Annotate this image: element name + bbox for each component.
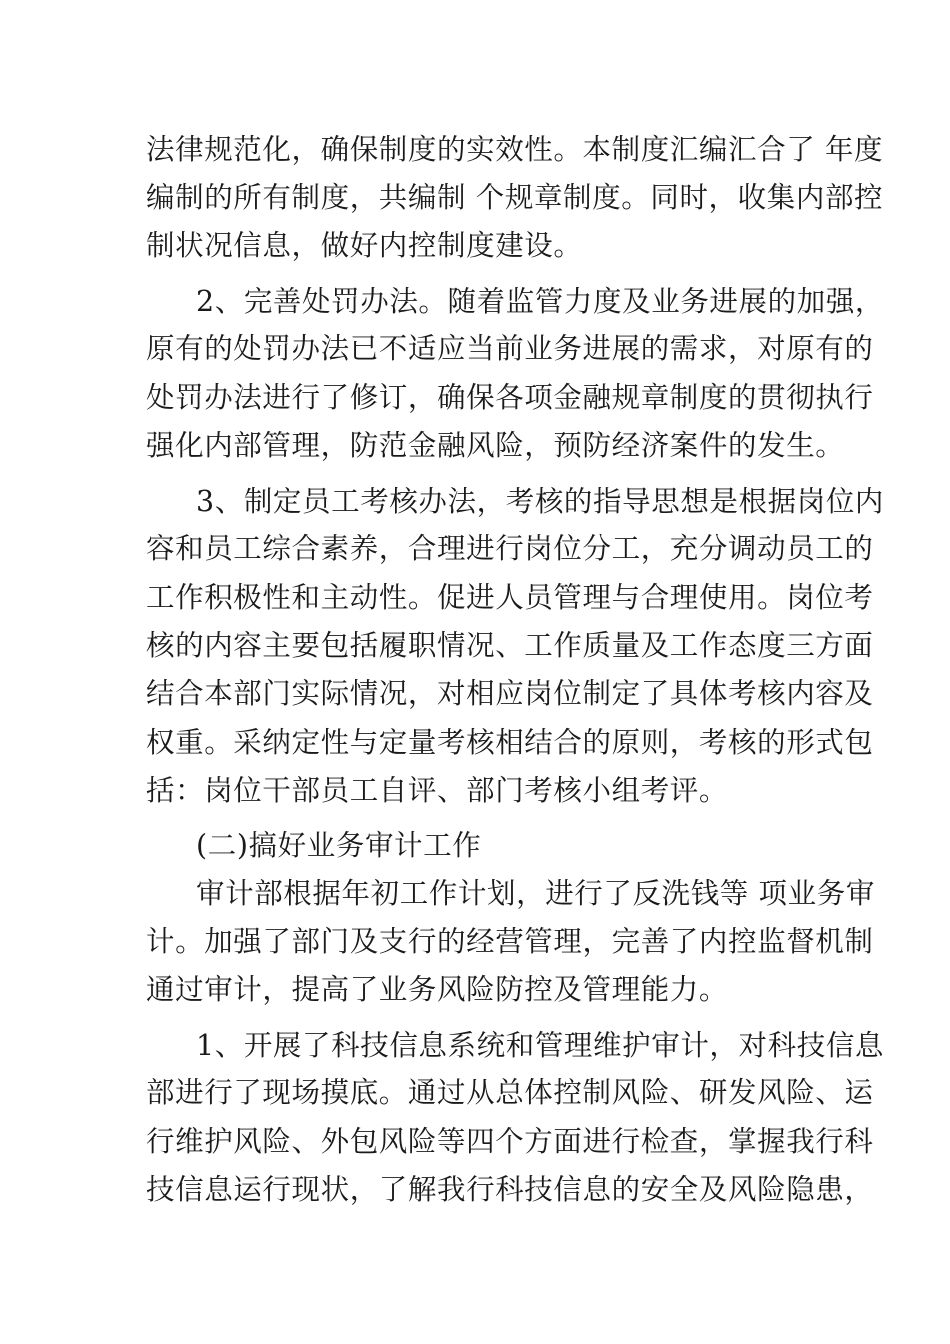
text-line: 通过审计，提高了业务风险防控及管理能力。 bbox=[146, 973, 729, 1006]
text-line: 容和员工综合素养，合理进行岗位分工，充分调动员工的 bbox=[146, 532, 874, 565]
text-line: 括：岗位干部员工自评、部门考核小组考评。 bbox=[146, 774, 729, 807]
text-line: 2、完善处罚办法。随着监管力度及业务进展的加强， bbox=[196, 285, 885, 318]
text-line: 审计部根据年初工作计划，进行了反洗钱等 项业务审 bbox=[196, 877, 875, 910]
text-line: 编制的所有制度，共编制 个规章制度。同时，收集内部控 bbox=[146, 181, 884, 214]
text-line: 核的内容主要包括履职情况、工作质量及工作态度三方面 bbox=[146, 629, 874, 662]
text-line: 1、开展了科技信息系统和管理维护审计，对科技信息 bbox=[196, 1029, 885, 1062]
text-line: 3、制定员工考核办法，考核的指导思想是根据岗位内 bbox=[196, 485, 885, 518]
text-line: 计。加强了部门及支行的经营管理，完善了内控监督机制 bbox=[146, 925, 874, 958]
text-line: 工作积极性和主动性。促进人员管理与合理使用。岗位考 bbox=[146, 581, 874, 614]
text-line: 法律规范化，确保制度的实效性。本制度汇编汇合了 年度 bbox=[146, 133, 884, 166]
text-line: 部进行了现场摸底。通过从总体控制风险、研发风险、运 bbox=[146, 1076, 874, 1109]
section-heading: (二)搞好业务审计工作 bbox=[196, 829, 482, 862]
text-line: 原有的处罚办法已不适应当前业务进展的需求，对原有的 bbox=[146, 332, 874, 365]
text-line: 结合本部门实际情况，对相应岗位制定了具体考核内容及 bbox=[146, 677, 874, 710]
text-line: 制状况信息，做好内控制度建设。 bbox=[146, 229, 583, 262]
text-line: 技信息运行现状，了解我行科技信息的安全及风险隐患， bbox=[146, 1173, 874, 1206]
text-line: 处罚办法进行了修订，确保各项金融规章制度的贯彻执行 bbox=[146, 381, 874, 414]
text-line: 强化内部管理，防范金融风险，预防经济案件的发生。 bbox=[146, 429, 845, 462]
text-line: 行维护风险、外包风险等四个方面进行检查，掌握我行科 bbox=[146, 1125, 874, 1158]
text-line: 权重。采纳定性与定量考核相结合的原则，考核的形式包 bbox=[146, 726, 874, 759]
